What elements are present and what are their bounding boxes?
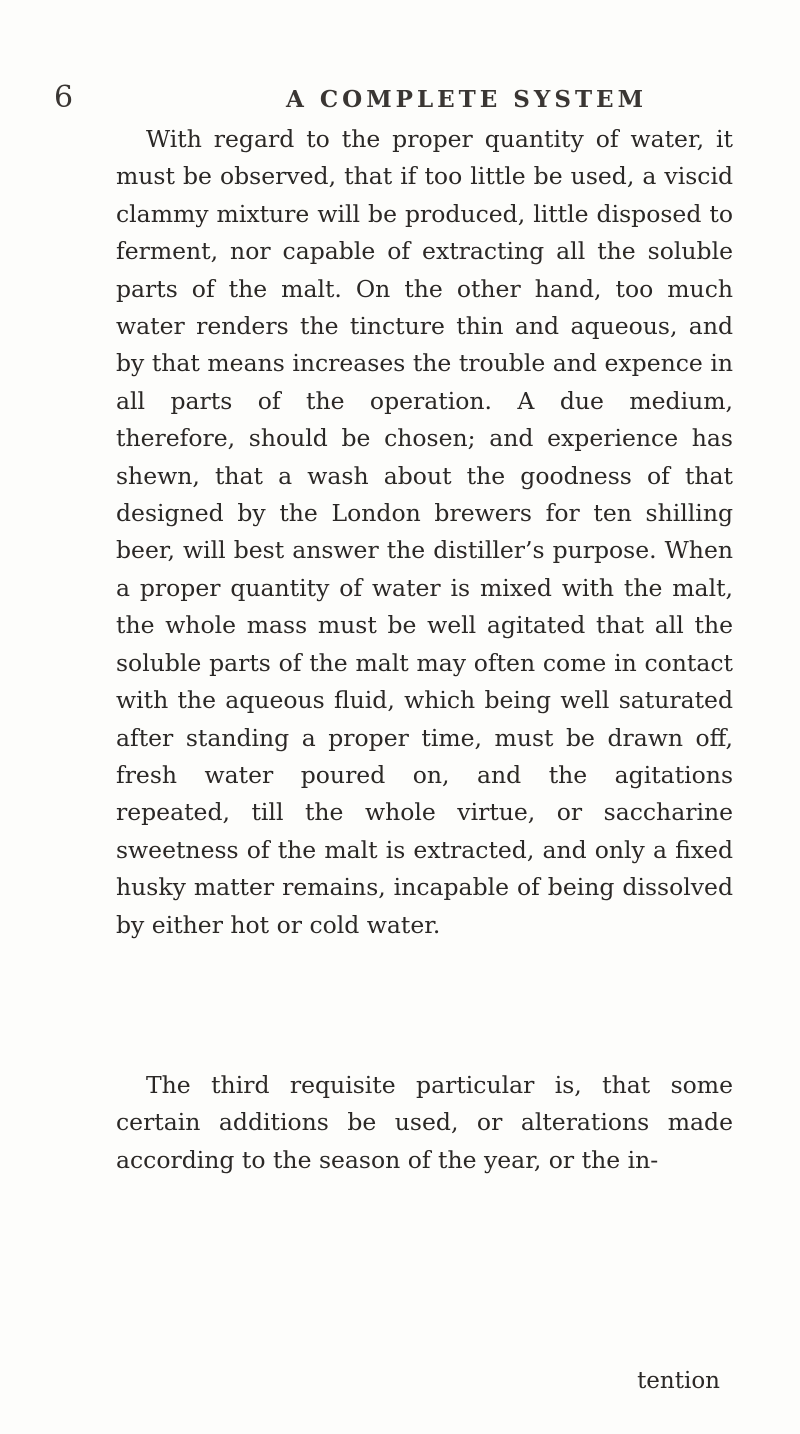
paragraph-water-quantity: With regard to the proper quantity of water, it must be observed, that if too little be used, a viscid clammy mixture will be produced, little disposed to ferment, nor capable of extracting all the soluble parts of the malt. On the other hand, too much water renders the tincture thin and aqueous, and by that means increases the trouble and expence in all parts of the operation. A due medium, therefore, should be chosen; and experience has shewn, that a wash about the goodness of that designed by the London brewers for ten shilling beer, will best answer the distiller’s purpose. When a proper quantity of water is mixed with the malt, the whole mass must be well agitated that all the soluble parts of the malt may often come in contact with the aqueous fluid, which being well saturated after standing a proper time, must be drawn off, fresh water poured on, and the agitations repeated, till the whole virtue, or saccharine sweetness of the malt is extracted, and only a fixed husky matter remains, incapable of being dissolved by either hot or cold water. xyxy=(116,125,733,939)
running-head: A COMPLETE SYSTEM xyxy=(286,86,648,113)
page-header xyxy=(54,80,694,120)
page-number: 6 xyxy=(54,80,74,115)
paragraph-third-requisite: The third requisite particular is, that some certain additions be used, or alterations made according to the season of the year, or the in- xyxy=(116,1071,733,1174)
catchword: tention xyxy=(637,1368,720,1394)
